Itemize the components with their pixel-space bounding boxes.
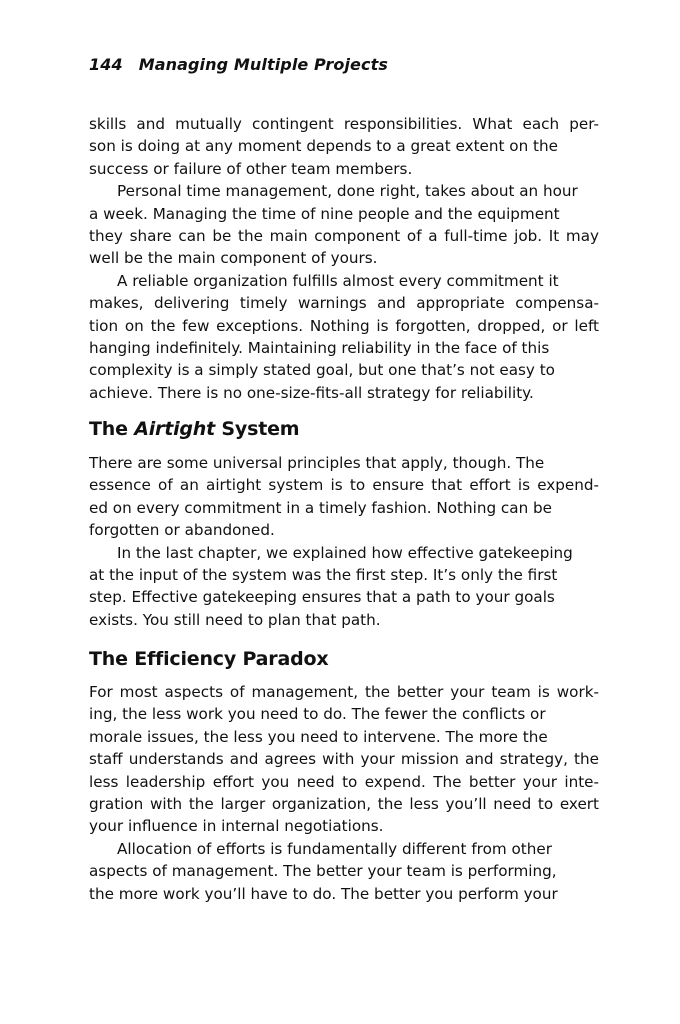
airtight-text	[89, 452, 599, 631]
book-title: Managing Multiple Projects	[138, 55, 388, 74]
text-line: In the last chapter, we explained how effective gatekeeping	[117, 543, 573, 562]
text-line: well be the main component of yours.	[89, 249, 378, 268]
text-line: at the input of the system was the first step. It’s only the first	[89, 566, 558, 585]
text-line: skills and mutually contingent responsibilities. What each per-	[89, 115, 599, 133]
heading-prefix: The	[89, 418, 135, 440]
text-line: aspects of management. The better your team is performing,	[89, 862, 557, 881]
text-line: ing, the less work you need to do. The fewer the conflicts or	[89, 705, 546, 724]
section-heading-efficiency	[89, 648, 328, 670]
text-line: son is doing at any moment depends to a great extent on the	[89, 137, 558, 156]
intro-text	[89, 113, 599, 404]
text-line: achieve. There is no one-size-fits-all strategy for reliability.	[89, 383, 534, 402]
text-line: complexity is a simply stated goal, but one that’s not easy to	[89, 361, 555, 380]
text-line: they share can be the main component of a full-time job. It may	[89, 227, 599, 246]
text-line: A reliable organization fulfills almost every commitment it	[117, 271, 559, 290]
text-line: success or failure of other team members.	[89, 159, 413, 178]
text-line: essence of an airtight system is to ensure that effort is expend-	[89, 476, 599, 495]
text-line: morale issues, the less you need to intervene. The more the	[89, 727, 548, 746]
text-line: Personal time management, done right, takes about an hour	[117, 182, 578, 201]
text-line: a week. Managing the time of nine people and the equipment	[89, 204, 560, 223]
text-line: tion on the few exceptions. Nothing is forgotten, dropped, or left	[89, 316, 599, 335]
text-line: For most aspects of management, the better your team is work-	[89, 683, 599, 701]
text-line: Allocation of efforts is fundamentally different from other	[117, 839, 552, 858]
efficiency-text	[89, 681, 599, 905]
section-heading-airtight	[89, 418, 299, 440]
text-line: There are some universal principles that apply, though. The	[89, 454, 545, 472]
text-line: hanging indefinitely. Maintaining reliability in the face of this	[89, 339, 550, 358]
text-line: exists. You still need to plan that path.	[89, 610, 381, 629]
text-line: forgotten or abandoned.	[89, 521, 275, 540]
heading-italic: Airtight	[134, 418, 215, 440]
text-line: ed on every commitment in a timely fashion. Nothing can be	[89, 498, 553, 517]
running-head	[89, 55, 388, 74]
text-line: makes, delivering timely warnings and appropriate compensa-	[89, 294, 599, 313]
text-line: less leadership effort you need to expend. The better your inte-	[89, 772, 599, 791]
page-number: 144	[89, 55, 123, 74]
heading-suffix: System	[215, 418, 300, 440]
text-line: staff understands and agrees with your mission and strategy, the	[89, 750, 599, 769]
heading-text: The Efficiency Paradox	[89, 648, 329, 670]
text-line: your influence in internal negotiations.	[89, 817, 384, 836]
text-line: step. Effective gatekeeping ensures that a path to your goals	[89, 588, 555, 607]
text-line: gration with the larger organization, the less you’ll need to exert	[89, 795, 599, 814]
text-line: the more work you’ll have to do. The better you perform your	[89, 884, 558, 903]
